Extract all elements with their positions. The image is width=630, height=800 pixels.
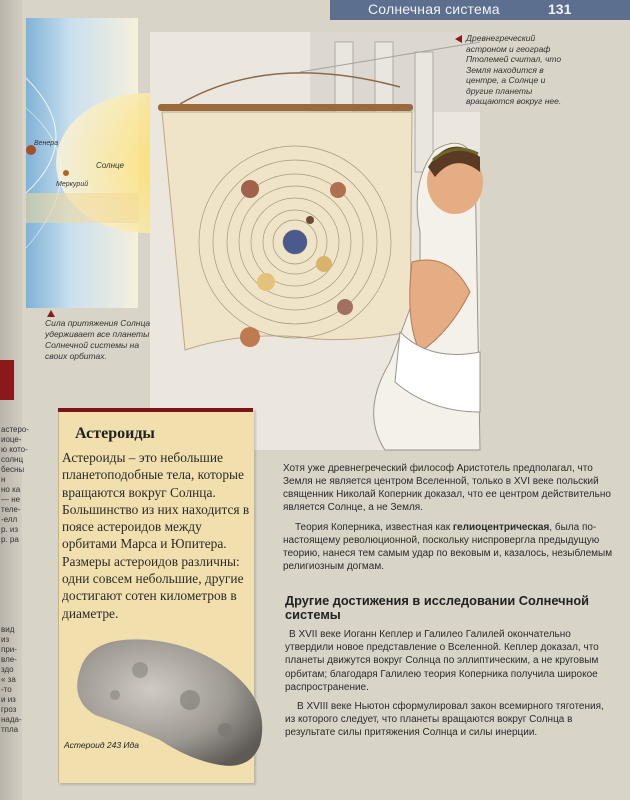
asteroids-title: Астероиды — [75, 425, 155, 442]
solar-system-diagram — [26, 18, 138, 308]
asteroid-image-caption: Астероид 243 Ида — [64, 740, 139, 750]
caption-solar-gravity: Сила притяжения Солнца удерживает все планеты Солнечной системы на своих орбитах. — [45, 318, 151, 361]
caption-marker-icon — [455, 35, 462, 43]
ptolemy-illustration — [150, 32, 480, 450]
planet-orbit-body — [257, 273, 275, 291]
caption-marker-icon — [47, 310, 55, 317]
planet-orbit-body — [330, 182, 346, 198]
gutter-accent-bar — [0, 360, 14, 400]
gutter-text-mid: астеро- иоце- ю кото- солнц бесны н но ка — не теле- -елл р. из р. ра — [1, 425, 30, 544]
asteroids-body-text: Астероиды – это небольшие планетоподобные тела, которые вращаются вокруг Солнца. Большинство из них находится в поясе астероидов между орбитами Марса и Юпитера. Размеры астероидов различны: одни совсем небольшие, другие достигают сотен километров в диаметре. — [62, 450, 250, 621]
moon-orbit-body — [306, 216, 314, 224]
body-paragraph-2: Теория Коперника, известная как гелиоцентрическая, была по-настоящему революционной, поскольку ниспровергла предыдущую теорию, нанеся тем самым удар по вековым и, казалось, незыблемым религиозным догмам. — [283, 522, 613, 573]
term-heliocentric: гелиоцентрическая — [452, 522, 550, 533]
caption-ptolemy: Древнегреческий астроном и географ Птолемей считал, что Земля находится в центре, а Солнце и другие планеты вращаются вокруг нее. — [466, 33, 562, 106]
page-number: 131 — [548, 1, 572, 17]
planet-orbit-body — [337, 299, 353, 315]
venus-label: Венера — [34, 140, 59, 147]
sun-label: Солнце — [96, 161, 124, 170]
planet-orbit-body — [240, 327, 260, 347]
section-heading: Другие достижения в исследовании Солнечной системы — [285, 593, 590, 622]
body-paragraph-4: В XVIII веке Ньютон сформулировал закон всемирного тяготения, из которого следует, что планеты вращаются вокруг Солнца в результате силы притяжения Солнца и силы инерции. — [285, 701, 604, 739]
asteroids-box-top-bar — [58, 408, 253, 412]
body-paragraph-1: Хотя уже древнегреческий философ Аристотель предполагал, что Земля не является центром Вселенной, только в XVI веке польский священник Николай Коперник доказал, что ее центром действительно является Солнце, а не Земля. — [283, 463, 611, 514]
sun-orbit-body — [316, 256, 332, 272]
body-paragraph-3: В XVII веке Иоганн Кеплер и Галилео Галилей окончательно утвердили новое представление о Вселенной. Кеплер доказал, что планеты движутся вокруг Солнца по эллиптическим, а не круговым орбитам; благодаря Галилею теория Коперника получила широкое распространение. — [285, 629, 599, 693]
planet-orbit-body — [241, 180, 259, 198]
mercury-label: Меркурий — [56, 181, 89, 188]
mercury-planet — [63, 170, 69, 176]
section-running-title: Солнечная система — [368, 1, 500, 17]
gutter-text-bottom: вид из при- вле- здо « за -то и из гроз нада- тпла — [1, 625, 22, 734]
earth-center — [283, 230, 307, 254]
